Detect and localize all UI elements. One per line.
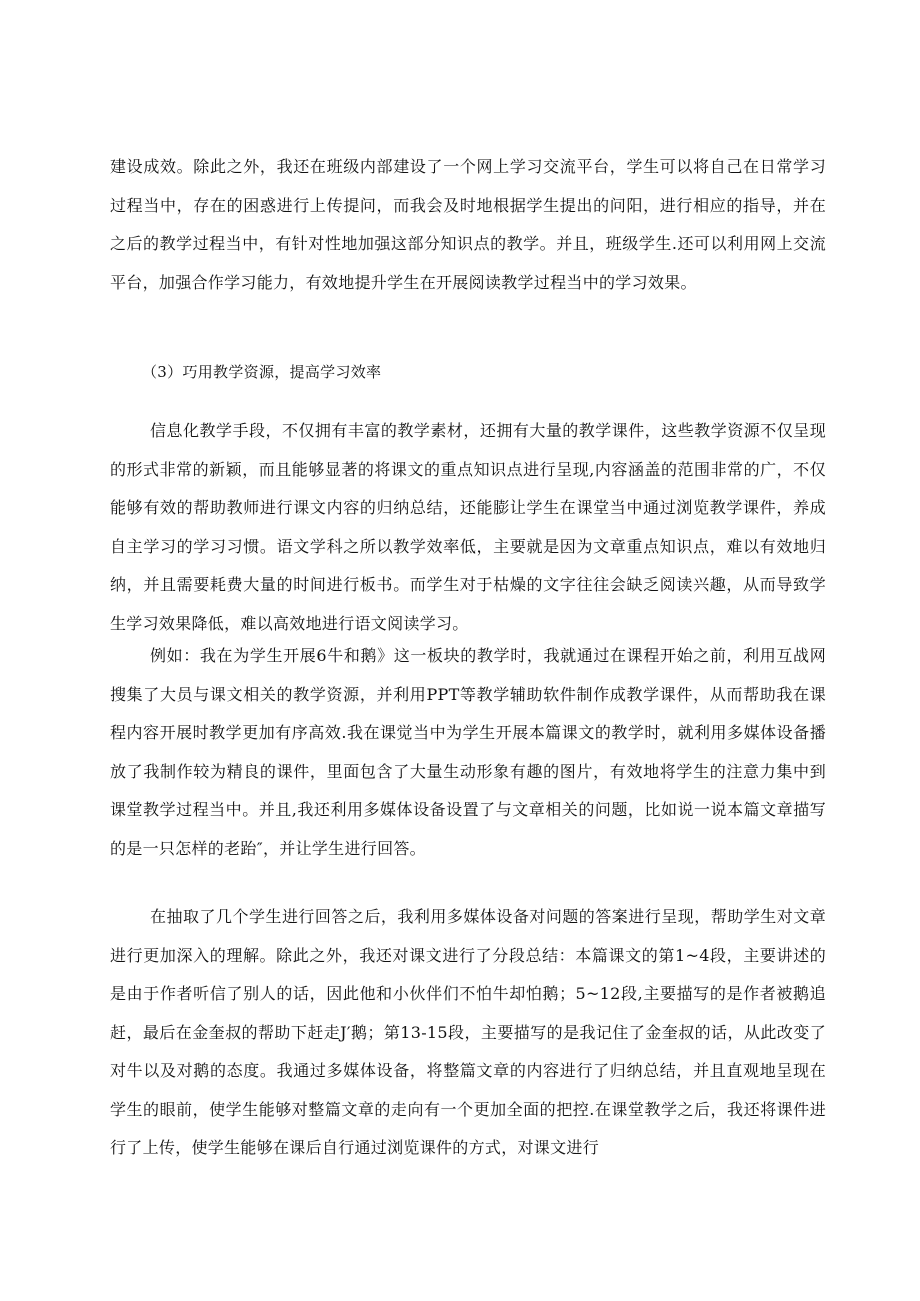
section-heading: （3）巧用教学资源，提高学习效率 [142,363,382,381]
paragraph: 例如：我在为学生开展6牛和鹅》这一板块的教学时，我就通过在课程开始之前，利用互战网搜集了大员与课文相关的教学资源，并利用PPT等教学辅助软件制作成教学课件，从而帮助我在课程内容开展时教学更加有序高效.我在课觉当中为学生开展本篇课文的教学时，就利用多媒体设备播放了我制作较为精良的课件，里面包含了大量生动形象有趣的图片，有效地将学生的注意力集中到课堂教学过程当中。并且,我还利用多媒体设备设置了与文章相关的问题，比如说一说本篇文章描写的是一只怎样的老跆″，并让学生进行回答。 [110,646,826,858]
paragraph: 在抽取了几个学生进行回答之后，我利用多媒体设备对问题的答案进行呈现，帮助学生对文章进行更加深入的理解。除此之外，我还对课文进行了分段总结：本篇课文的第1~4段，主要讲述的是由于作者听信了别人的话，因此他和小伙伴们不怕牛却怕鹅；5~12段,主要描写的是作者被鹅追赶，最后在金奎叔的帮助下赶走J′鹅；第13-15段，主要描写的是我记住了金奎叔的话，从此改变了对牛以及对鹅的态度。我通过多媒体设备，将整篇文章的内容进行了归纳总结，并且直观地呈现在学生的眼前，使学生能够对整篇文章的走向有一个更加全面的把控.在课堂教学之后，我还将课件进行了上传，使学生能够在课后自行通过浏览课件的方式，对课文进行 [110,907,826,1157]
paragraph: 信息化教学手段，不仅拥有丰富的教学素材，还拥有大量的教学课件，这些教学资源不仅呈现的形式非常的新颖，而且能够显著的将课文的重点知识点进行呈现,内容涵盖的范围非常的广，不仅能够有效的帮助教师进行课文内容的归纳总结，还能膨让学生在课堂当中通过浏览教学课件，养成自主学习的学习习惯。语文学科之所以教学效率低，主要就是因为文章重点知识点，难以有效地归纳，并且需要耗费大量的时间进行板书。而学生对于枯燥的文字往往会缺乏阅读兴趣，从而导致学生学习效果降低，难以高效地进行语文阅读学习。 [110,421,826,633]
paragraph-continuation: 建设成效。除此之外，我还在班级内部建设了一个网上学习交流平台，学生可以将自己在日常学习过程当中，存在的困惑进行上传提问，而我会及时地根据学生提出的问阳，进行相应的指导，并在之后的教学过程当中，有针对性地加强这部分知识点的教学。并且，班级学生.还可以利用网上交流平台，加强合作学习能力，有效地提升学生在开展阅读教学过程当中的学习效果。 [110,157,826,292]
